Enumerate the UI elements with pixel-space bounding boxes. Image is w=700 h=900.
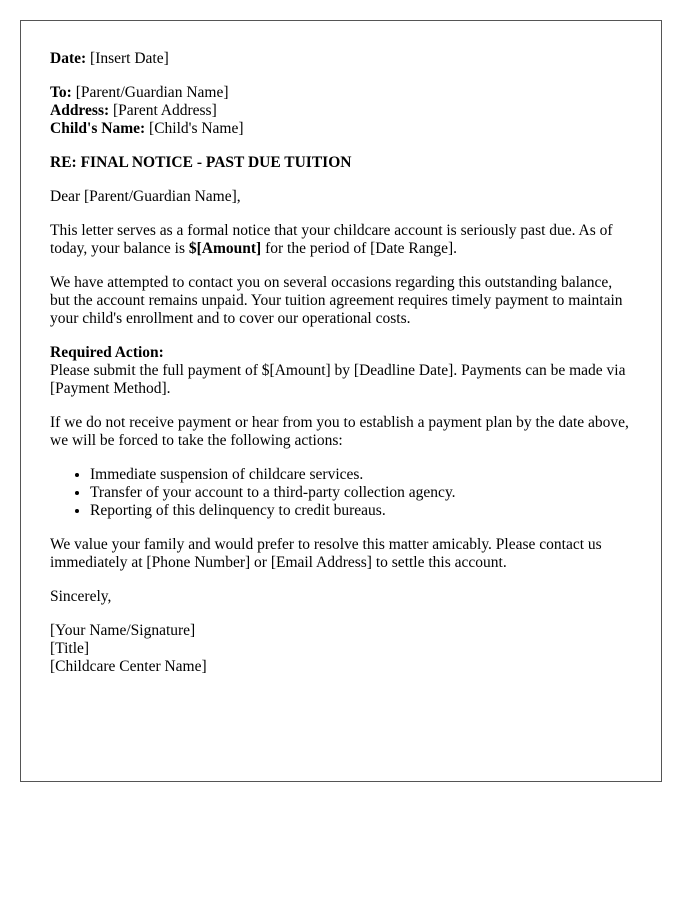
address-value: [Parent Address] xyxy=(113,102,217,119)
letter-page xyxy=(20,20,662,782)
child-name-value: [Child's Name] xyxy=(149,120,244,137)
balance-paragraph xyxy=(50,222,633,258)
address-line xyxy=(50,102,633,120)
date-label: Date: xyxy=(50,50,87,67)
salutation: Dear [Parent/Guardian Name], xyxy=(50,188,241,205)
consequences-intro: If we do not receive payment or hear from you to establish a payment plan by the date above, we will be forced to take the following actions: xyxy=(50,414,629,449)
address-label: Address: xyxy=(50,102,110,119)
closing: Sincerely, xyxy=(50,588,112,605)
required-action-label: Required Action: xyxy=(50,344,164,361)
signature-title: [Title] xyxy=(50,640,90,657)
balance-amount: $[Amount] xyxy=(188,240,262,257)
signature-name: [Your Name/Signature] xyxy=(50,622,196,639)
list-item: • Reporting of this delinquency to credit bureaus. xyxy=(90,502,633,520)
subject-line: RE: FINAL NOTICE - PAST DUE TUITION xyxy=(50,154,352,171)
signature-center: [Childcare Center Name] xyxy=(50,658,207,675)
list-item: • Transfer of your account to a third-party collection agency. xyxy=(90,484,633,502)
balance-text-before: This letter serves as a formal notice that your childcare account is seriously past due. As of today, your balance is xyxy=(50,222,613,257)
balance-text-after: for the period of [Date Range]. xyxy=(261,240,458,257)
required-action-text: Please submit the full payment of $[Amount] by [Deadline Date]. Payments can be made via [Payment Method]. xyxy=(50,362,626,397)
actions-list xyxy=(50,466,633,520)
recipient-block xyxy=(50,84,633,138)
required-action-block xyxy=(50,344,633,398)
date-value: [Insert Date] xyxy=(90,50,169,67)
to-value: [Parent/Guardian Name] xyxy=(75,84,229,101)
date-line xyxy=(50,50,633,68)
child-name-label: Child's Name: xyxy=(50,120,146,137)
list-item: • Immediate suspension of childcare services. xyxy=(90,466,633,484)
signature-block xyxy=(50,622,633,676)
contact-attempt-paragraph: We have attempted to contact you on several occasions regarding this outstanding balance, but the account remains unpaid. Your tuition agreement requires timely payment to maintain your child's enrollment and to cover our operational costs. xyxy=(50,274,623,327)
to-line xyxy=(50,84,633,102)
to-label: To: xyxy=(50,84,72,101)
resolution-paragraph: We value your family and would prefer to resolve this matter amicably. Please contact us immediately at [Phone Number] or [Email Address] to settle this account. xyxy=(50,536,602,571)
child-name-line xyxy=(50,120,633,138)
